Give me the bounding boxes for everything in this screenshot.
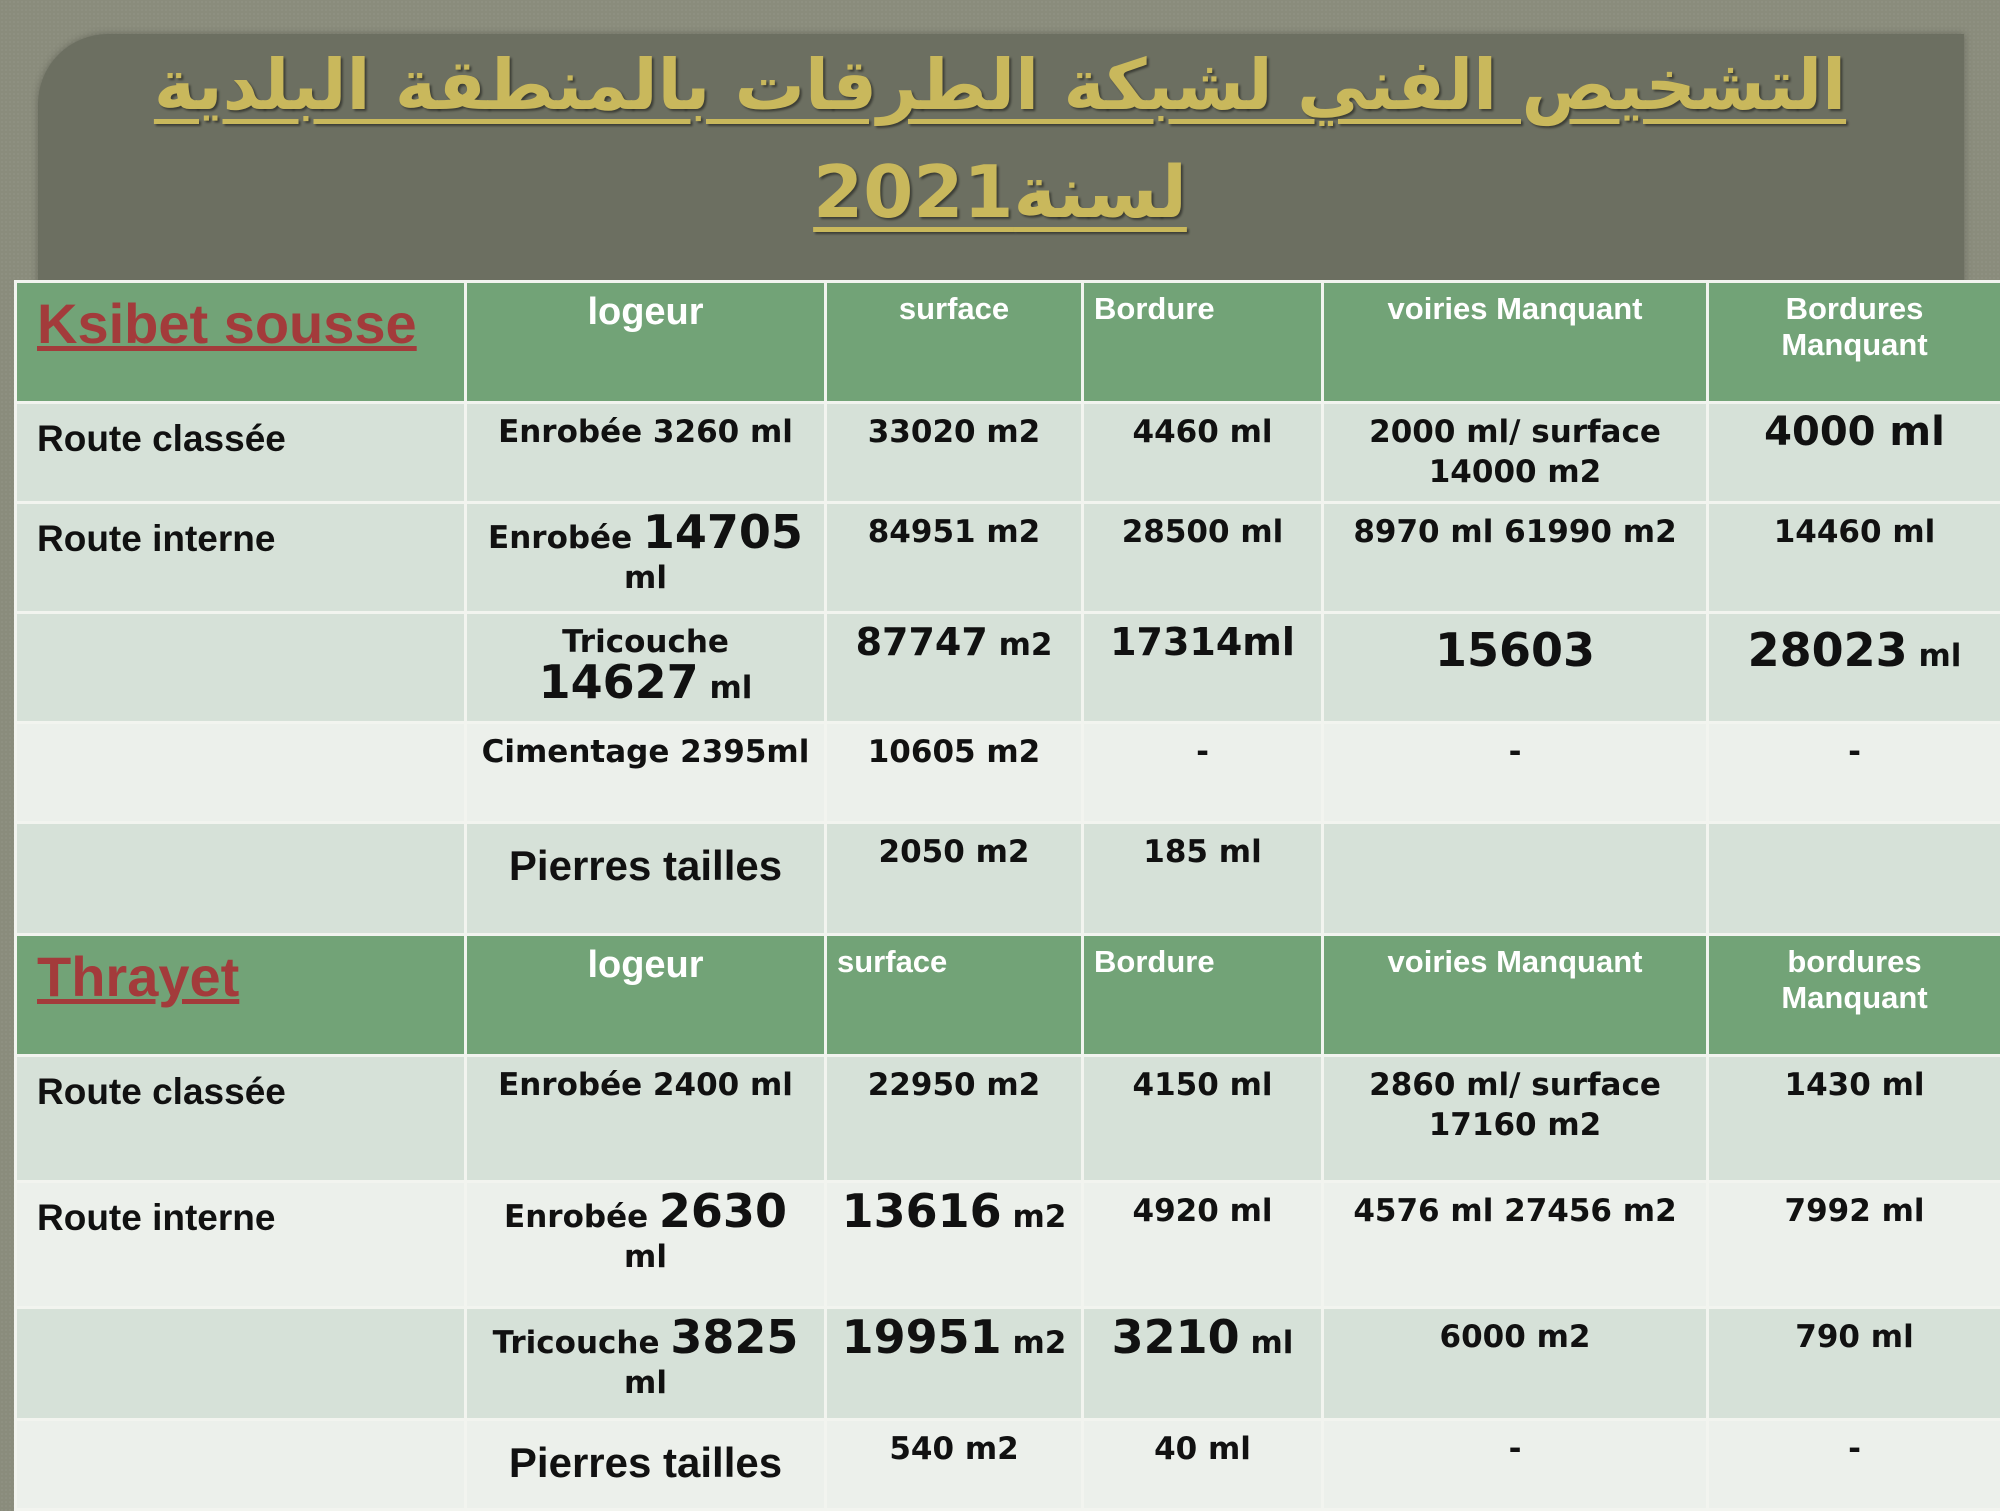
col-header-logeur: logeur bbox=[466, 935, 826, 1056]
cell-surface bbox=[826, 1308, 1083, 1420]
cell-logeur-value: 3825 bbox=[670, 1310, 798, 1364]
cell-surface: 2050 m2 bbox=[826, 823, 1083, 935]
cell-logeur-unit: ml bbox=[624, 1239, 667, 1275]
cell-bordures: - bbox=[1708, 723, 2000, 823]
cell-surface: 10605 m2 bbox=[826, 723, 1083, 823]
table-row bbox=[16, 503, 2000, 613]
cell-voiries: 15603 bbox=[1323, 613, 1708, 723]
cell-surface: 540 m2 bbox=[826, 1420, 1083, 1510]
row-label: Route interne bbox=[16, 1182, 466, 1308]
cell-logeur bbox=[466, 823, 826, 935]
cell-voiries: 6000 m2 bbox=[1323, 1308, 1708, 1420]
table-row bbox=[16, 613, 2000, 723]
col-header-bordures: Bordures Manquant bbox=[1708, 282, 2000, 403]
cell-bordure: 28500 ml bbox=[1083, 503, 1323, 613]
col-header-bordures: bordures Manquant bbox=[1708, 935, 2000, 1056]
cell-logeur-type: Tricouche bbox=[493, 1325, 660, 1361]
cell-logeur bbox=[466, 1420, 826, 1510]
cell-voiries bbox=[1323, 823, 1708, 935]
row-label: Route interne bbox=[16, 503, 466, 613]
cell-logeur: Enrobée 2400 ml bbox=[466, 1056, 826, 1182]
cell-voiries: 2860 ml/ surface 17160 m2 bbox=[1323, 1056, 1708, 1182]
cell-bordure: 40 ml bbox=[1083, 1420, 1323, 1510]
cell-bordures: 1430 ml bbox=[1708, 1056, 2000, 1182]
cell-logeur bbox=[466, 1308, 826, 1420]
cell-voiries: - bbox=[1323, 1420, 1708, 1510]
cell-surface-unit: m2 bbox=[1012, 1199, 1066, 1235]
cell-bordure: 4920 ml bbox=[1083, 1182, 1323, 1308]
page-title: التشخيص الفني لشبكة الطرقات بالمنطقة البلدية bbox=[0, 44, 2000, 126]
col-header-surface: surface bbox=[826, 935, 1083, 1056]
cell-surface-value: 13616 bbox=[842, 1184, 1002, 1238]
table-row bbox=[16, 823, 2000, 935]
cell-bordures: 4000 ml bbox=[1708, 403, 2000, 503]
cell-logeur: Cimentage 2395ml bbox=[466, 723, 826, 823]
row-label bbox=[16, 723, 466, 823]
cell-logeur: Enrobée 3260 ml bbox=[466, 403, 826, 503]
cell-bordures-value: 28023 bbox=[1748, 623, 1908, 677]
cell-logeur-value: 2630 bbox=[659, 1184, 787, 1238]
cell-surface: 22950 m2 bbox=[826, 1056, 1083, 1182]
col-header-bordure: Bordure bbox=[1083, 935, 1323, 1056]
cell-logeur-unit: ml bbox=[624, 1365, 667, 1401]
row-label: Route classée bbox=[16, 1056, 466, 1182]
cell-bordures: 14460 ml bbox=[1708, 503, 2000, 613]
cell-logeur bbox=[466, 1182, 826, 1308]
cell-bordure: - bbox=[1083, 723, 1323, 823]
row-label bbox=[16, 1420, 466, 1510]
road-network-table bbox=[14, 280, 2000, 1511]
col-header-surface: surface bbox=[826, 282, 1083, 403]
table-row bbox=[16, 723, 2000, 823]
row-label bbox=[16, 1308, 466, 1420]
cell-bordures-unit: ml bbox=[1918, 638, 1961, 674]
cell-logeur-text: Pierres tailles bbox=[509, 1429, 782, 1487]
cell-surface: 33020 m2 bbox=[826, 403, 1083, 503]
cell-logeur-text: Pierres tailles bbox=[509, 832, 782, 890]
cell-logeur-value: 14627 bbox=[539, 655, 699, 709]
cell-voiries: 4576 ml 27456 m2 bbox=[1323, 1182, 1708, 1308]
cell-logeur-unit: ml bbox=[709, 670, 752, 706]
cell-bordure-value: 3210 bbox=[1112, 1310, 1240, 1364]
cell-bordures: - bbox=[1708, 1420, 2000, 1510]
cell-surface: 84951 m2 bbox=[826, 503, 1083, 613]
table-row bbox=[16, 1182, 2000, 1308]
section-header-row bbox=[16, 935, 2000, 1056]
col-header-voiries: voiries Manquant bbox=[1323, 282, 1708, 403]
cell-surface-value: 87747 bbox=[856, 620, 988, 664]
cell-bordure bbox=[1083, 1308, 1323, 1420]
page-subtitle-year: لسنة2021 bbox=[0, 150, 2000, 234]
cell-logeur-type: Enrobée bbox=[488, 520, 632, 556]
cell-voiries: - bbox=[1323, 723, 1708, 823]
col-header-voiries: voiries Manquant bbox=[1323, 935, 1708, 1056]
col-header-logeur: logeur bbox=[466, 282, 826, 403]
cell-logeur bbox=[466, 613, 826, 723]
cell-bordures: 790 ml bbox=[1708, 1308, 2000, 1420]
cell-bordure-unit: ml bbox=[1250, 1325, 1293, 1361]
section-title-thrayet: Thrayet bbox=[16, 935, 466, 1056]
cell-bordure: 4460 ml bbox=[1083, 403, 1323, 503]
cell-surface bbox=[826, 613, 1083, 723]
cell-bordure: 185 ml bbox=[1083, 823, 1323, 935]
section-title-ksibet: Ksibet sousse bbox=[16, 282, 466, 403]
cell-bordures bbox=[1708, 613, 2000, 723]
cell-logeur-unit: ml bbox=[624, 560, 667, 596]
row-label bbox=[16, 613, 466, 723]
cell-logeur-type: Enrobée bbox=[504, 1199, 648, 1235]
section-header-row bbox=[16, 282, 2000, 403]
cell-bordure: 17314ml bbox=[1083, 613, 1323, 723]
cell-surface-value: 19951 bbox=[842, 1310, 1002, 1364]
row-label bbox=[16, 823, 466, 935]
table-row bbox=[16, 1420, 2000, 1510]
cell-surface-unit: m2 bbox=[1012, 1325, 1066, 1361]
cell-logeur bbox=[466, 503, 826, 613]
cell-voiries: 2000 ml/ surface 14000 m2 bbox=[1323, 403, 1708, 503]
table-row bbox=[16, 1308, 2000, 1420]
cell-bordures: 7992 ml bbox=[1708, 1182, 2000, 1308]
table-row bbox=[16, 403, 2000, 503]
cell-surface-unit: m2 bbox=[999, 627, 1053, 663]
cell-surface bbox=[826, 1182, 1083, 1308]
table-row bbox=[16, 1056, 2000, 1182]
cell-bordure: 4150 ml bbox=[1083, 1056, 1323, 1182]
col-header-bordure: Bordure bbox=[1083, 282, 1323, 403]
cell-voiries: 8970 ml 61990 m2 bbox=[1323, 503, 1708, 613]
row-label: Route classée bbox=[16, 403, 466, 503]
cell-logeur-type: Tricouche bbox=[562, 624, 729, 660]
cell-bordures bbox=[1708, 823, 2000, 935]
cell-logeur-value: 14705 bbox=[643, 505, 803, 559]
